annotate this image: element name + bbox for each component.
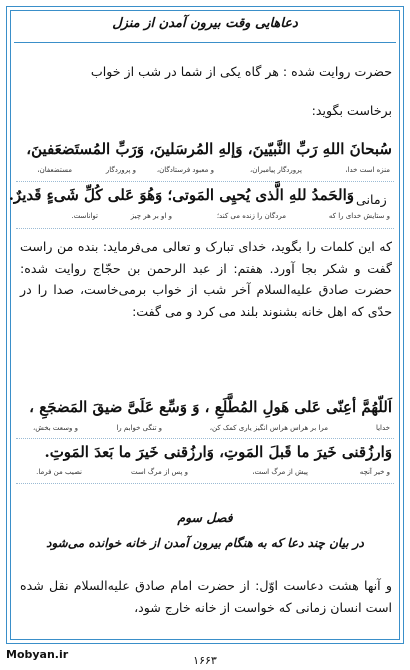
dua-2-arabic: [8, 186, 354, 204]
dua-1-arabic: سُبحانَ اللهِ رَبِّ النَّبیّینَ، وَإلهِ المُرسَلینَ، وَرَبِّ المُستَضعَفینَ،: [26, 140, 392, 158]
dua-separator: [16, 181, 394, 182]
page-header: دعاهایی وقت بیرون آمدن از منزل: [112, 16, 298, 31]
dua-1-gloss: [16, 166, 394, 178]
gloss-text: منزه است خدا،: [345, 166, 390, 174]
dua-3-arabic: اَللّهُمَّ أعِنّی عَلی هَولِ المُطَّلَعِ ، وَ وَسِّع عَلَیَّ ضیقَ المَضجَعِ ،: [29, 398, 392, 416]
dua-2-tail: زمانی: [356, 192, 387, 207]
gloss-text: خدایا: [375, 424, 390, 432]
gloss-text: تواناست.: [71, 212, 98, 220]
gloss-text: و پروردگار: [105, 166, 136, 174]
dua-separator: [16, 228, 394, 229]
gloss-text: و او بر هر چیز: [130, 212, 172, 220]
gloss-text: مردگان را زنده می کند؛: [216, 212, 286, 220]
gloss-text: و ستایش خدای را که: [328, 212, 390, 220]
dua-separator: [16, 438, 394, 439]
gloss-text: و معبود فرستادگان،: [156, 166, 214, 174]
paragraph-1-line-2: برخاست بگوید:: [311, 103, 392, 118]
dua-4-arabic: وَارزُقنی خَیرَ ما قَبلَ المَوتِ، وَارزُقنی خَیرَ ما بَعدَ المَوتِ.: [44, 443, 392, 461]
dua-2-text: وَالحَمدُ للهِ الَّذی یُحیِی المَوتی؛ وَهُوَ عَلی کُلِّ شَیءٍ قَدیرٌ.: [8, 186, 354, 204]
gloss-text: نصیب من فرما.: [36, 468, 82, 476]
gloss-text: و تنگی خوابم را: [116, 424, 162, 432]
paragraph-2: که این کلمات را بگوید، خدای تبارک و تعالی می‌فرماید: بنده من راست گفت و شکر بجا آورد. هفتم: از عبد الرحمن بن حجّاج روایت شده: حضرت صادق علیه‌السلام آخر شب از خواب برمی‌خاست، صدا را در حدّی که اهل خانه بشنوند بلند می کرد و می گفت:: [20, 239, 392, 319]
header-divider: [14, 42, 396, 43]
dua-4-gloss: [16, 468, 394, 480]
gloss-text: و خیر آنچه: [359, 468, 390, 476]
gloss-text: پیش از مرگ است،: [252, 468, 308, 476]
gloss-text: پروردگار پیامبران،: [249, 166, 302, 174]
gloss-text: مستضعفان،: [37, 166, 72, 174]
website-watermark: Mobyan.ir: [6, 648, 69, 661]
section-subtitle: در بیان چند دعا که به هنگام بیرون آمدن از خانه خوانده می‌شود: [46, 536, 364, 550]
dua-separator: [16, 483, 394, 484]
gloss-text: مرا بر هراس هراس انگیز یاری کمک کن،: [209, 424, 328, 432]
gloss-text: و وسعت بخش،: [33, 424, 78, 432]
paragraph-1-line-1: حضرت روایت شده : هر گاه یکی از شما در شب از خواب: [90, 64, 392, 79]
paragraph-3: و آنها هشت دعاست اوّل: از حضرت امام صادق علیه‌السلام نقل شده است انسان زمانی که خواست از خانه خارج شود،: [20, 578, 392, 615]
gloss-text: و پس از مرگ است: [130, 468, 188, 476]
dua-2-gloss: [16, 212, 394, 224]
dua-3-gloss: [16, 424, 394, 436]
page-number: ۱۶۶۳: [193, 654, 217, 667]
section-title: فصل سوم: [177, 510, 233, 525]
